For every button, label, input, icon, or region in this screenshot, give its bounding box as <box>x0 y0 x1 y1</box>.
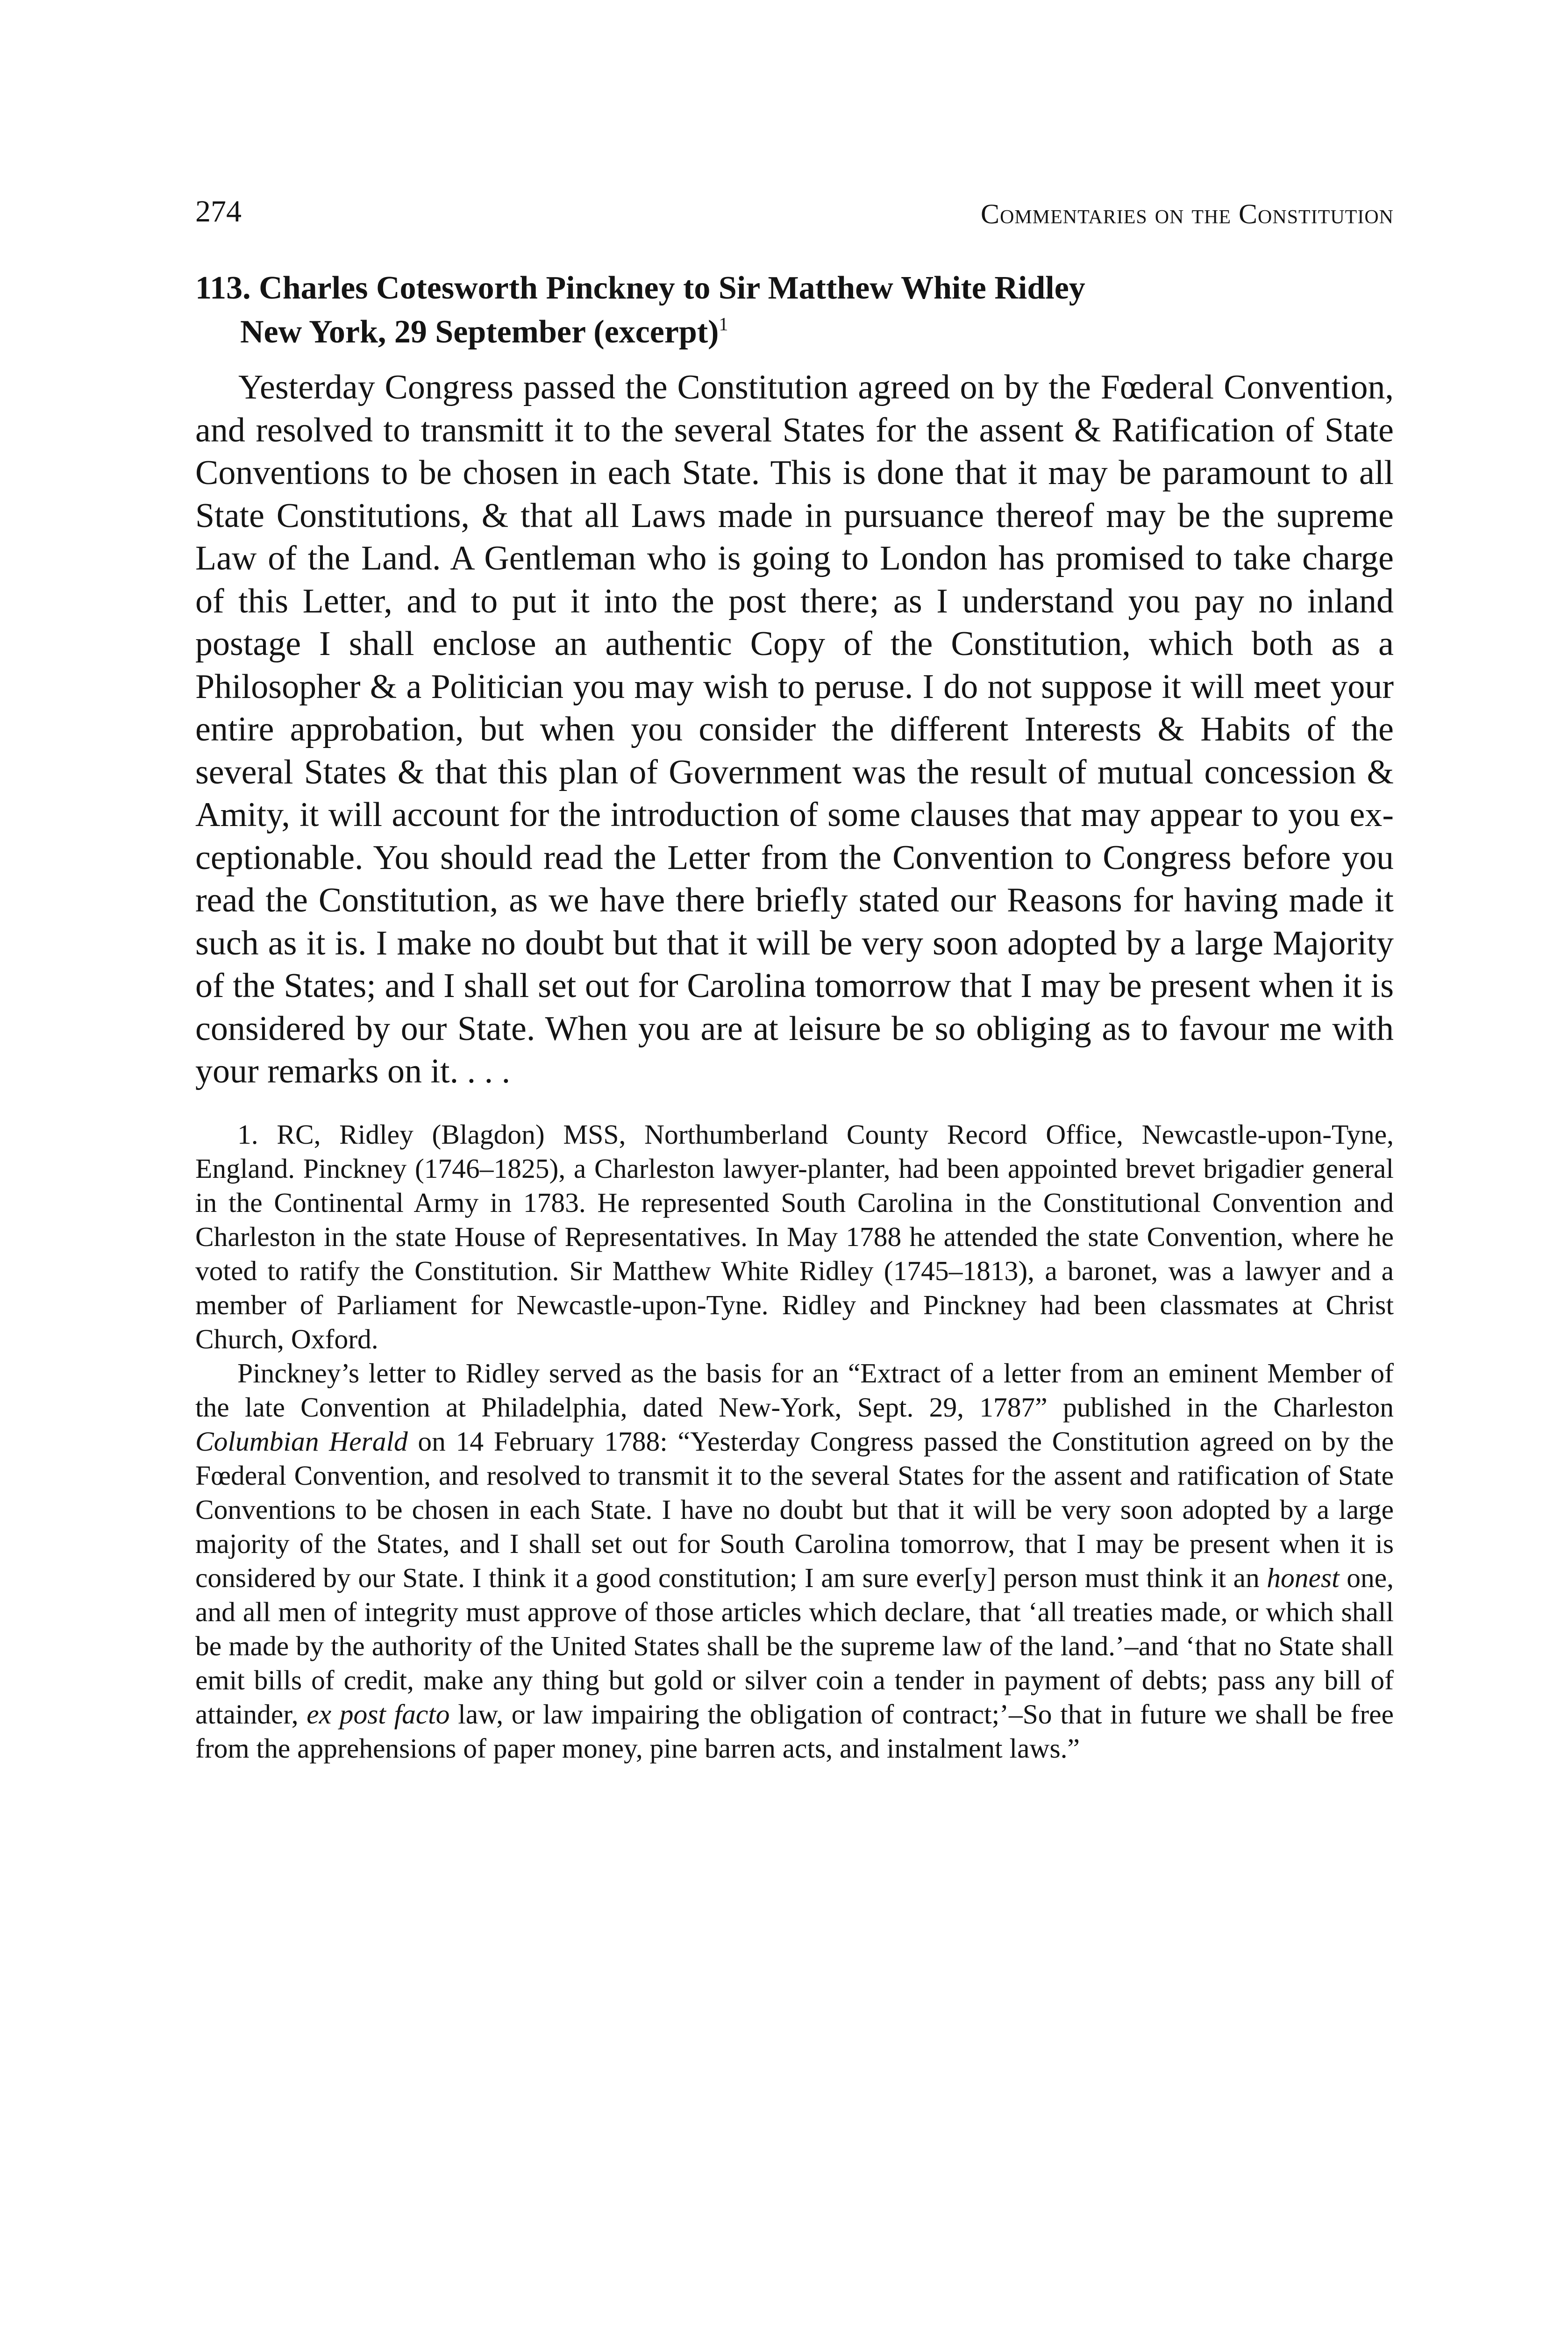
commentary-text-2: on 14 February 1788: “Yesterday Congress passed the Constitution agreed on by the Fœderal Convention, and resolved to transmit it to the several States for the assent and ratification of State Conventions to be chosen in each State. I have no doubt but that it will be very soon adopted by a large majority of the States, and I shall set out for South Carolina tomorrow, that I may be present when it is considered by our State. I think it a good constitution; I am sure ever[y] person must think it an <box>195 1425 1394 1593</box>
latin-term: ex post facto <box>306 1698 450 1730</box>
footnote-reference: 1 <box>719 313 728 335</box>
document-place-date: New York, 29 September (excerpt) <box>240 314 719 350</box>
letter-body <box>195 366 1394 1093</box>
commentary-text-4: law, or law impairing the obligation of contract;’–So that in future we shall be free from the apprehensions of paper money, pine barren acts, and instalment laws.” <box>195 1698 1394 1764</box>
footnotes <box>195 1118 1394 1766</box>
running-head <box>195 196 1394 248</box>
footnote-1: 1. RC, Ridley (Blagdon) MSS, Northumberland County Record Office, Newcastle-upon-Tyne, England. Pinckney (1746–1825), a Charleston lawyer-planter, had been appointed brevet brigadier general in the Continental Army in 1783. He represented South Carolina in the Constitutional Convention and Charleston in the state House of Representatives. In May 1788 he attended the state Convention, where he voted to ratify the Constitution. Sir Matthew White Ridley (1745–1813), a baronet, was a lawyer and a member of Parliament for Newcastle-upon-Tyne. Ridley and Pinckney had been classmates at Christ Church, Oxford. <box>195 1118 1394 1354</box>
running-title: Commentaries on the Constitution <box>981 199 1394 229</box>
document-heading <box>195 266 1394 354</box>
emphasis-honest: honest <box>1267 1562 1340 1593</box>
commentary-text-3: one, and all men of integrity must approve of those articles which declare, that ‘all treaties made, or which shall be made by the authority of the United States shall be the supreme law of the land.’–and ‘that no State shall emit bills of credit, make any thing but gold or silver coin a tender in payment of debts; pass any bill of attainder, <box>195 1562 1394 1730</box>
footnote-commentary <box>195 1356 1394 1766</box>
letter-paragraph: Yesterday Congress passed the Constitution agreed on by the Fœderal Convention, and resolved to transmitt it to the several States for the assent & Ratification of State Conventions to be chosen in each State. This is done that it may be paramount to all State Constitutions, & that all Laws made in pursuance thereof may be the supreme Law of the Land. A Gentleman who is going to London has promised to take charge of this Letter, and to put it into the post there; as I understand you pay no inland postage I shall enclose an authentic Copy of the Constitution, which both as a Philosopher & a Politician you may wish to peruse. I do not suppose it will meet your entire approbation, but when you consider the different Interests & Habits of the several States & that this plan of Government was the result of mutual concession & Amity, it will account for the introduction of some clauses that may appear to you exceptionable. You should read the Letter from the Convention to Congress before you read the Constitution, as we have there briefly stated our Reasons for having made it such as it is. I make no doubt but that it will be very soon adopted by a large Majority of the States; and I shall set out for Carolina tomorrow that I may be present when it is considered by our State. When you are at leisure be so obliging as to favour me with your remarks on it. . . . <box>195 368 1394 1090</box>
page-number: 274 <box>195 194 242 228</box>
commentary-text-1: Pinckney’s letter to Ridley served as the basis for an “Extract of a letter from an eminent Member of the late Convention at Philadelphia, dated New-York, Sept. 29, 1787” published in the Charleston <box>195 1357 1394 1423</box>
book-page <box>195 196 1394 1766</box>
newspaper-title: Columbian Herald <box>195 1425 408 1457</box>
document-title: 113. Charles Cotesworth Pinckney to Sir Matthew White Ridley <box>195 270 1085 306</box>
document-dateline <box>195 310 1394 354</box>
